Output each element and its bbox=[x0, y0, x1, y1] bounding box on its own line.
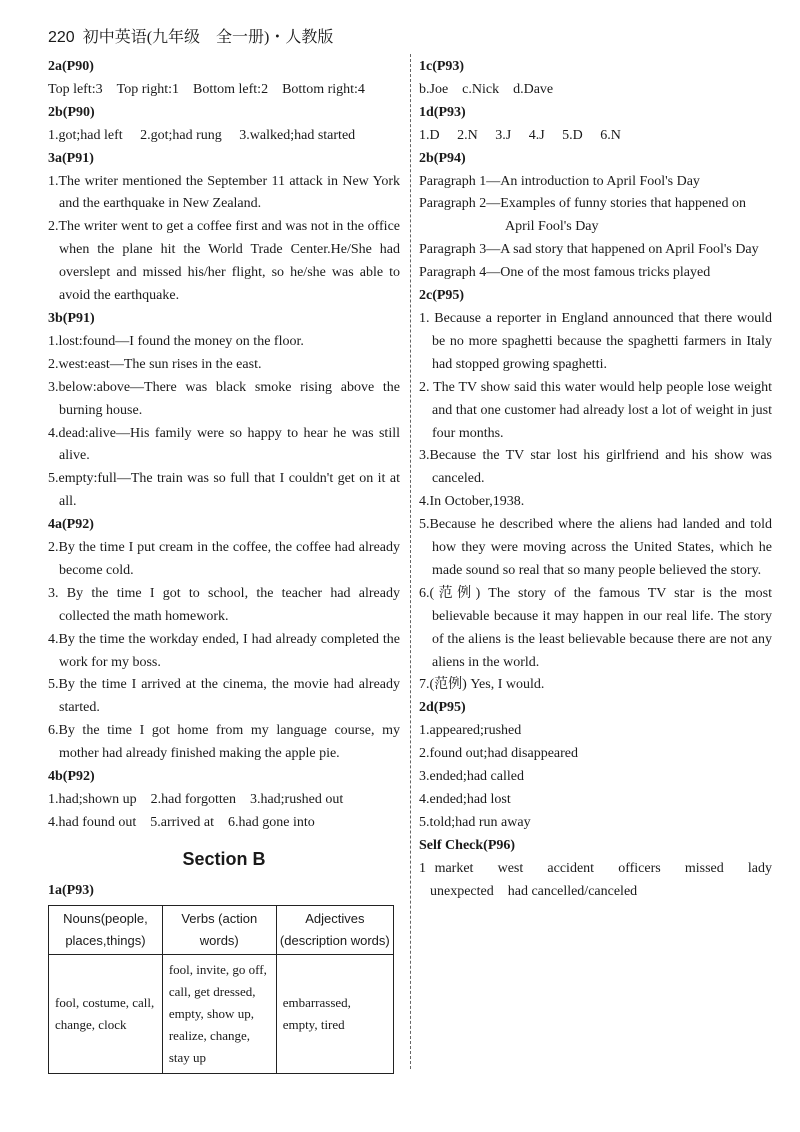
section-label: 2b(P94) bbox=[419, 150, 466, 166]
section-heading: Section B bbox=[182, 848, 266, 869]
answer-line: Top left:3 Top right:1 Bottom left:2 Bottom right:4 bbox=[48, 81, 365, 97]
answer-item: 3.J bbox=[495, 127, 512, 143]
answer-item: 1.D bbox=[419, 127, 440, 143]
answer-item: Paragraph 2—Examples of funny stories that happened on April Fool's Day bbox=[419, 196, 746, 235]
answer-item: 4.By the time the workday ended, I had already completed the work for my boss. bbox=[48, 631, 400, 670]
answer-item: Paragraph 1—An introduction to April Fool's Day bbox=[419, 173, 700, 189]
section-label: 4b(P92) bbox=[48, 769, 95, 785]
book-title: 初中英语(九年级 全一册)・人教版 bbox=[82, 29, 334, 46]
answer-item: 4.In October,1938. bbox=[419, 494, 525, 510]
answer-item: 3.below:above—There was black smoke rising above the burning house. bbox=[48, 379, 400, 418]
answer-item: 6.(范例) The story of the famous TV star is the most believable because it may happen in our real life. The story of the aliens is the least believable because there are not any aliens in the world. bbox=[419, 585, 772, 670]
answer-item: 2.found out;had disappeared bbox=[419, 746, 579, 762]
table-header: Adjectives (description words) bbox=[276, 905, 393, 954]
section-label: 3b(P91) bbox=[48, 310, 95, 326]
answer-line: 4.had found out 5.arrived at 6.had gone into bbox=[48, 814, 315, 830]
section-label: 1c(P93) bbox=[419, 59, 465, 74]
answer-item: 2.west:east—The sun rises in the east. bbox=[48, 356, 262, 372]
answer-item: 6.By the time I got home from my language course, my mother had already finished making the apple pie. bbox=[48, 723, 400, 762]
answer-item: Paragraph 4—One of the most famous tricks played bbox=[419, 265, 711, 281]
answer-item: 1.lost:found—I found the money on the floor. bbox=[48, 333, 304, 349]
answer-item: 4.dead:alive—His family were so happy to hear he was still alive. bbox=[48, 425, 400, 464]
section-label: 2a(P90) bbox=[48, 59, 94, 74]
answer-item: 1.The writer mentioned the September 11 attack in New York and the earthquake in New Zealand. bbox=[48, 173, 400, 212]
table-header: Nouns(people, places,things) bbox=[49, 905, 163, 954]
section-label: 2d(P95) bbox=[419, 700, 466, 716]
section-label: 1a(P93) bbox=[48, 882, 94, 898]
answer-item: 5.told;had run away bbox=[419, 814, 531, 830]
table-cell: fool, costume, call, change, clock bbox=[49, 954, 163, 1073]
section-label: 4a(P92) bbox=[48, 517, 94, 533]
answer-item: 2.N bbox=[457, 127, 478, 143]
left-column bbox=[48, 56, 400, 1074]
column-divider bbox=[410, 54, 411, 1069]
answer-item: 7.(范例) Yes, I would. bbox=[419, 677, 545, 693]
answer-item: 3.Because the TV star lost his girlfriend and his show was canceled. bbox=[419, 448, 772, 487]
answer-item: 5.Because he described where the aliens had landed and told how they were moving across the United States, which he made sound so real that so many people believed the story. bbox=[419, 517, 772, 578]
answer-item: 5.D bbox=[562, 127, 583, 143]
table-header: Verbs (action words) bbox=[162, 905, 276, 954]
section-label: Self Check(P96) bbox=[419, 837, 516, 853]
page-number: 220 bbox=[48, 29, 75, 46]
answer-line: 1.got;had left 2.got;had rung 3.walked;had started bbox=[48, 127, 356, 143]
answer-line: 1.had;shown up 2.had forgotten 3.had;rushed out bbox=[48, 792, 344, 807]
section-label: 2b(P90) bbox=[48, 104, 95, 120]
section-label: 2c(P95) bbox=[419, 288, 465, 304]
answer-item: 1 market west accident officers missed lady unexpected had cancelled/canceled bbox=[419, 860, 772, 899]
answer-item: 5.By the time I arrived at the cinema, the movie had already started. bbox=[48, 677, 400, 716]
table-cell: embarrassed, empty, tired bbox=[276, 954, 393, 1073]
answer-item: 1.appeared;rushed bbox=[419, 723, 522, 739]
answer-item: 3.ended;had called bbox=[419, 769, 524, 785]
table-row bbox=[49, 954, 394, 1073]
table-cell: fool, invite, go off, call, get dressed, empty, show up, realize, change, stay up bbox=[162, 954, 276, 1073]
answer-item: Paragraph 3—A sad story that happened on April Fool's Day bbox=[419, 242, 759, 258]
right-column bbox=[419, 56, 772, 904]
answer-item: 2.The writer went to get a coffee first and was not in the office when the plane hit the World Trade Center.He/She had overslept and missed his/her flight, so he/she was able to avoid the earthquake. bbox=[48, 219, 400, 304]
section-label: 3a(P91) bbox=[48, 150, 94, 166]
answer-item: 2. The TV show said this water would help people lose weight and that one customer had already lost a lot of weight in just four months. bbox=[419, 379, 772, 441]
answer-item: 5.empty:full—The train was so full that I couldn't get on it at all. bbox=[48, 471, 400, 510]
section-label: 1d(P93) bbox=[419, 104, 466, 120]
answer-item: 2.By the time I put cream in the coffee, the coffee had already become cold. bbox=[48, 540, 400, 578]
answer-item: 3. By the time I got to school, the teacher had already collected the math homework. bbox=[48, 585, 400, 624]
answer-item: 1. Because a reporter in England announced that there would be no more spaghetti because the spaghetti farmers in Italy had stopped growing spaghetti. bbox=[419, 310, 772, 372]
page-header bbox=[48, 24, 333, 47]
answer-item: 4.J bbox=[528, 127, 545, 143]
answer-line bbox=[419, 125, 772, 148]
answer-item: 4.ended;had lost bbox=[419, 792, 511, 807]
word-table bbox=[48, 905, 394, 1074]
table-header-row bbox=[49, 905, 394, 954]
answer-item: 6.N bbox=[600, 127, 621, 143]
answer-line: b.Joe c.Nick d.Dave bbox=[419, 81, 554, 97]
